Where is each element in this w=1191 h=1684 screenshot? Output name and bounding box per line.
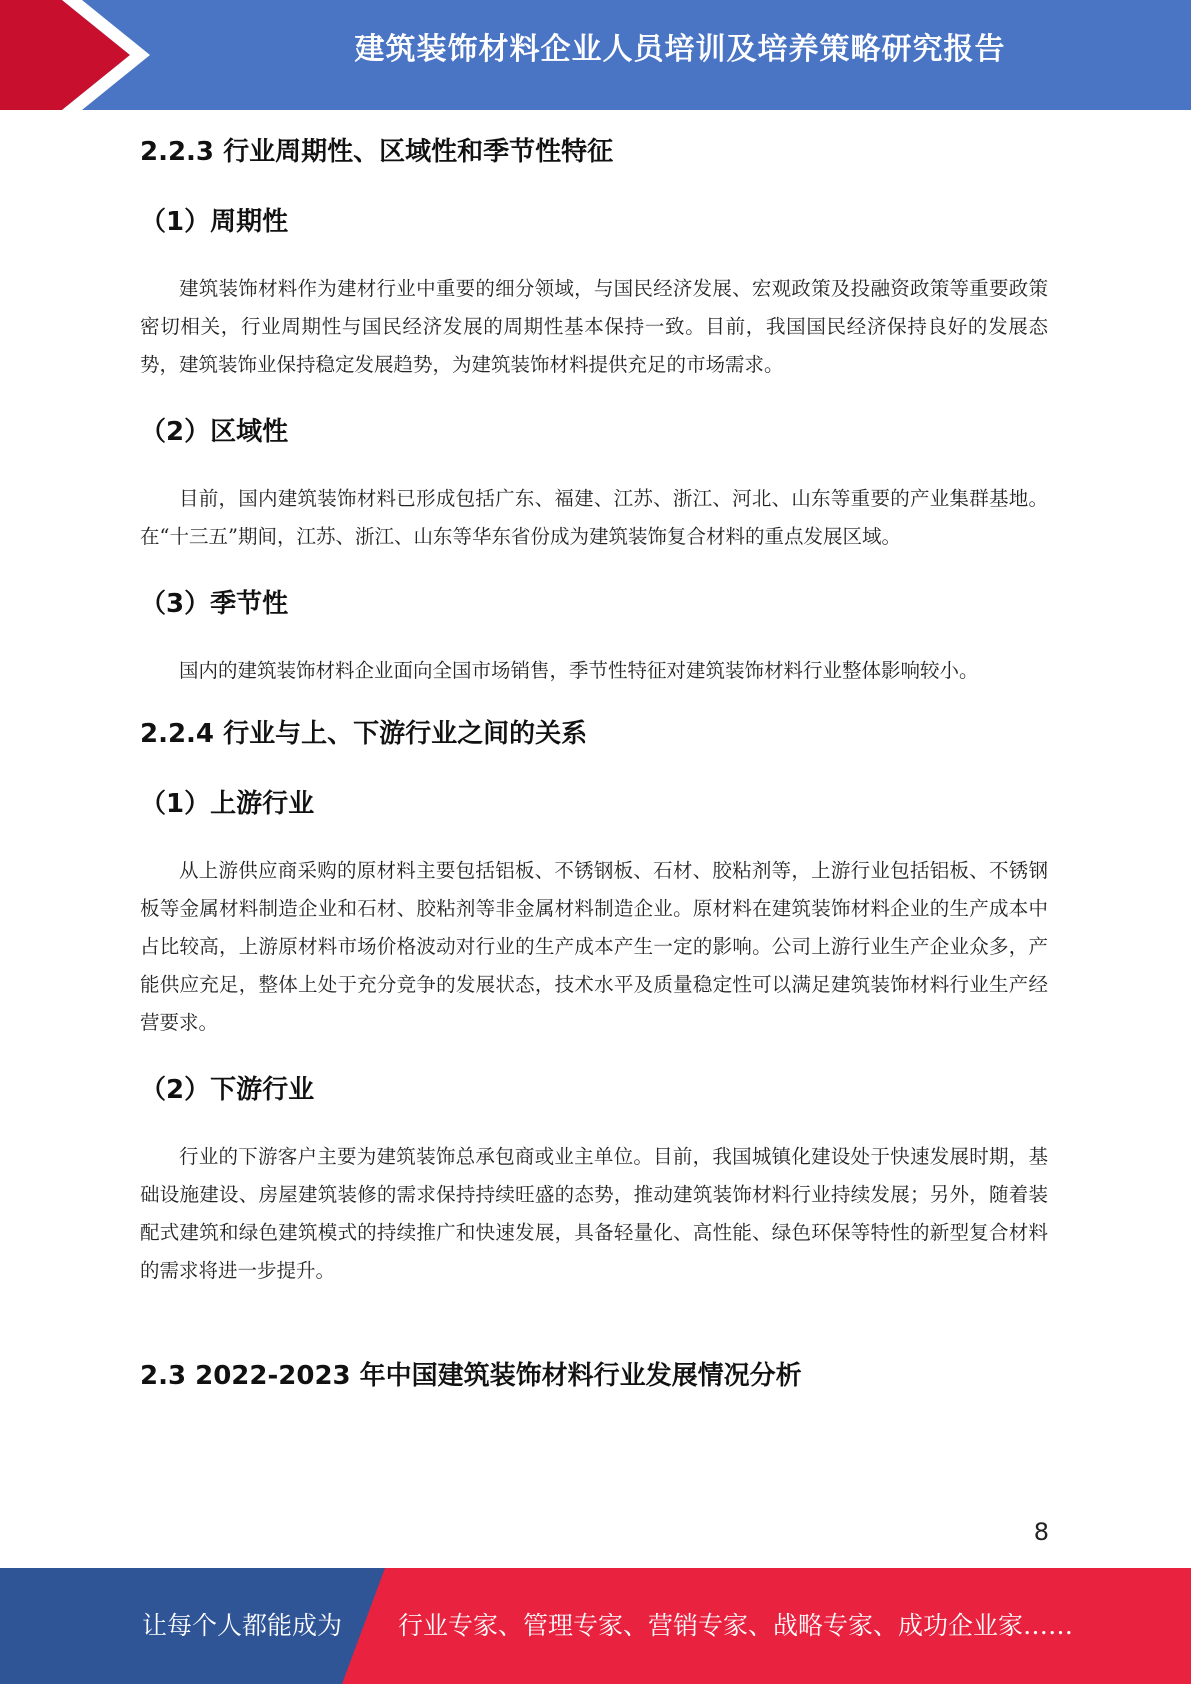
paragraph-upstream: 从上游供应商采购的原材料主要包括铝板、不锈钢板、石材、胶粘剂等，上游行业包括铝板、不锈钢板等金属材料制造企业和石材、胶粘剂等非金属材料制造企业。原材料在建筑装饰材料企业的生产成本中占比较高，上游原材料市场价格波动对行业的生产成本产生一定的影响。公司上游行业生产企业众多，产能供应充足，整体上处于充分竞争的发展状态，技术水平及质量稳定性可以满足建筑装饰材料行业生产经营要求。 — [140, 859, 1048, 1034]
page-header — [0, 0, 1191, 110]
footer-slogan-left: 让每个人都能成为 — [142, 1611, 343, 1640]
header-red-chevron — [0, 0, 160, 110]
report-title: 建筑装饰材料企业人员培训及培养策略研究报告 — [354, 32, 1006, 67]
subheading-upstream: （1）上游行业 — [140, 789, 315, 819]
paragraph-downstream: 行业的下游客户主要为建筑装饰总承包商或业主单位。目前，我国城镇化建设处于快速发展时期，基础设施建设、房屋建筑装修的需求保持持续旺盛的态势，推动建筑装饰材料行业持续发展；另外，随着装配式建筑和绿色建筑模式的持续推广和快速发展，具备轻量化、高性能、绿色环保等特性的新型复合材料的需求将进一步提升。 — [140, 1145, 1048, 1282]
paragraph-seasonality: 国内的建筑装饰材料企业面向全国市场销售，季节性特征对建筑装饰材料行业整体影响较小。 — [179, 659, 979, 682]
paragraph-regionality: 目前，国内建筑装饰材料已形成包括广东、福建、江苏、浙江、河北、山东等重要的产业集群基地。在“十三五”期间，江苏、浙江、山东等华东省份成为建筑装饰复合材料的重点发展区域。 — [140, 487, 1048, 548]
page-number: 8 — [1033, 1518, 1049, 1546]
section-heading-2-2-3: 2.2.3 行业周期性、区域性和季节性特征 — [140, 137, 614, 167]
footer-slogan-right: 行业专家、管理专家、营销专家、战略专家、成功企业家…… — [398, 1611, 1074, 1640]
subheading-seasonality: （3）季节性 — [140, 589, 289, 619]
section-heading-2-3: 2.3 2022-2023 年中国建筑装饰材料行业发展情况分析 — [140, 1361, 802, 1391]
page-footer — [0, 1568, 1191, 1684]
document-body — [140, 120, 1048, 1398]
subheading-regionality: （2）区域性 — [140, 417, 289, 447]
paragraph-cyclicality: 建筑装饰材料作为建材行业中重要的细分领域，与国民经济发展、宏观政策及投融资政策等重要政策密切相关，行业周期性与国民经济发展的周期性基本保持一致。目前，我国国民经济保持良好的发展态势，建筑装饰业保持稳定发展趋势，为建筑装饰材料提供充足的市场需求。 — [140, 277, 1048, 376]
subheading-cyclicality: （1）周期性 — [140, 207, 289, 237]
subheading-downstream: （2）下游行业 — [140, 1075, 315, 1105]
section-heading-2-2-4: 2.2.4 行业与上、下游行业之间的关系 — [140, 719, 588, 749]
